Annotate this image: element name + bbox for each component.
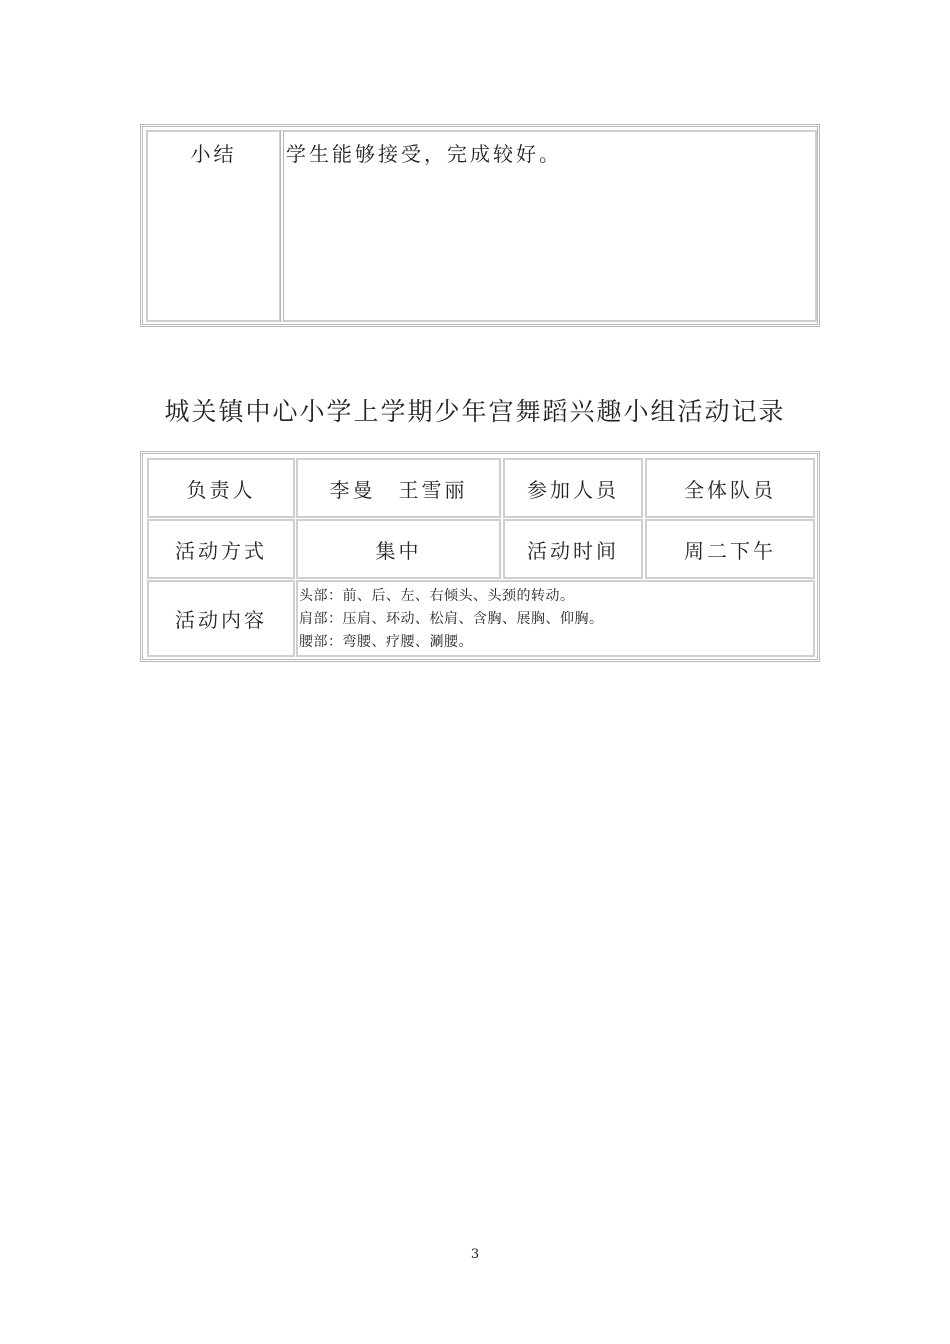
summary-table (140, 124, 820, 327)
record-title: 城关镇中心小学上学期少年宫舞蹈兴趣小组活动记录 (164, 397, 786, 426)
content-label: 活动内容 (175, 608, 267, 632)
page-number: 3 (470, 1247, 480, 1262)
responsible-label-cell (147, 458, 295, 518)
responsible-value: 李曼 王雪丽 (329, 477, 468, 502)
content-value-cell (296, 580, 815, 657)
responsible-label: 负责人 (186, 477, 256, 502)
summary-label: 小结 (190, 142, 237, 166)
participants-label: 参加人员 (527, 477, 619, 502)
summary-content: 学生能够接受，完成较好。 (286, 142, 562, 166)
content-line-head: 头部：前、后、左、右倾头、头颈的转动。 (299, 588, 575, 604)
time-value-cell (645, 519, 815, 579)
summary-label-cell (146, 130, 281, 322)
responsible-value-cell (296, 458, 501, 518)
time-label-cell (503, 519, 643, 579)
time-value: 周二下午 (684, 538, 776, 563)
participants-value-cell (645, 458, 815, 518)
participants-value: 全体队员 (684, 477, 776, 502)
method-label-cell (147, 519, 295, 579)
summary-content-cell (280, 130, 817, 322)
method-value: 集中 (375, 538, 422, 563)
method-value-cell (296, 519, 501, 579)
time-label: 活动时间 (527, 538, 619, 563)
method-label: 活动方式 (175, 538, 267, 563)
participants-label-cell (503, 458, 643, 518)
content-line-waist: 腰部：弯腰、疗腰、涮腰。 (299, 634, 473, 650)
content-label-cell (147, 580, 295, 657)
content-line-shoulder: 肩部：压肩、环动、松肩、含胸、展胸、仰胸。 (299, 611, 604, 627)
record-table (140, 451, 820, 662)
content-lines (298, 582, 604, 654)
